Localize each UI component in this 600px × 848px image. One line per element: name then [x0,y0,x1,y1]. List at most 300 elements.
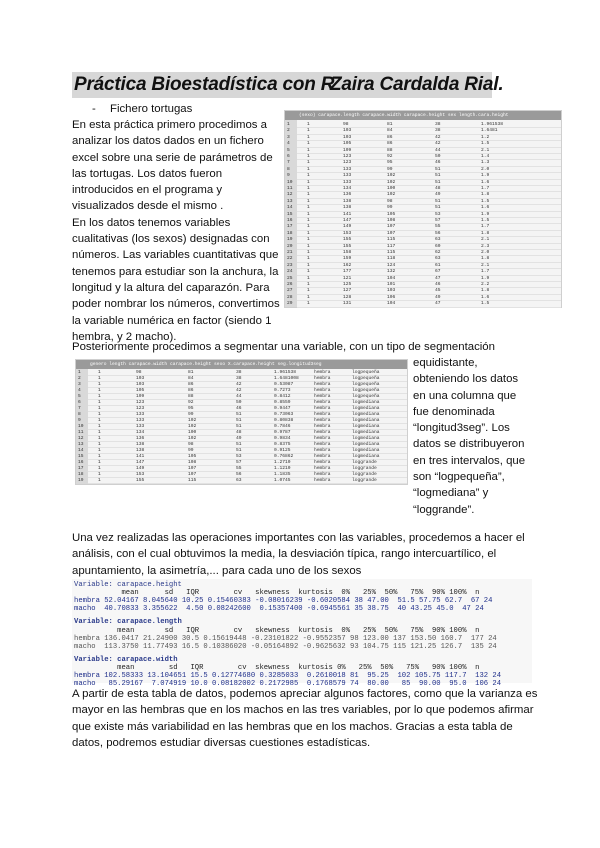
table-cell: 155 [343,243,352,249]
table-cell: logpequeña [352,388,380,393]
table-cell: 133 [343,166,352,172]
table-cell: 63 [435,237,441,243]
stats-row: hembra 136.0417 21.24900 30.5 0.15619448 -0.23101822 -0.9552357 98 123.00 137 153.50 160.7 177 24 [74,635,497,643]
table-cell: 1 [307,179,310,185]
table-cell: 1 [98,430,101,435]
table-cell: 1 [98,400,101,405]
table-row-divider [297,204,561,205]
table-cell: 159 [343,256,352,262]
row-number: 6 [287,154,290,159]
row-number: 5 [287,147,290,153]
table-header-text: genero length carapace.width carapace.height sexo X.carapace.height seg.longitud3seg [90,362,322,367]
table-row-divider [297,127,561,128]
table-cell: hembra [314,424,331,429]
table-cell: 51 [435,179,441,185]
table-cell: 2.0 [481,250,490,255]
seg-line: obteniendo los datos [413,373,519,386]
table-cell: 0.73063 [274,412,294,417]
table-cell: 1 [98,424,101,429]
title-part1: Práctica Bioestadística con R [74,74,335,95]
table-cell: 1.8 [481,256,490,262]
row-number: 3 [287,134,290,140]
table-cell: 102 [387,173,396,179]
table-cell: 141 [136,454,145,459]
table-cell: 0.53087 [274,382,294,387]
row-number: 5 [78,394,81,399]
table-cell: logpequeña [352,376,380,381]
table-cell: 121 [343,275,352,281]
table-cell: 1 [98,412,101,417]
table-cell: 1.9 [481,275,490,281]
table-cell: 1 [98,466,101,471]
table-cell: 1.0745 [274,478,291,483]
table-cell: 108 [387,218,396,223]
table-cell: 1.5 [481,301,490,307]
stats-header-row: mean sd IQR cv skewness kurtosis 0% 25% 50% 75% 90% 100% n [74,589,480,597]
table-cell: 2.1 [481,147,490,153]
table-cell: 51 [236,418,242,423]
variable-label: Variable: carapace.width [74,656,178,664]
table-cell: logmediana [352,442,380,447]
table-cell: 1.9 [481,211,490,217]
table-cell: 99 [387,166,393,172]
table-cell: 1.6481 [481,128,498,134]
table-cell: 86 [188,382,194,387]
table-cell: 99 [387,205,393,211]
table-cell: 42 [435,134,441,140]
table-cell: 60 [435,243,441,249]
table-cell: 1 [307,301,310,307]
table-cell: 2.0 [481,166,490,172]
table-cell: 133 [136,412,145,417]
table-cell: 1.8 [481,288,490,294]
table-cell: 67 [435,269,441,275]
table-cell: 0.8375 [274,442,291,447]
table-cell: hembra [314,478,331,483]
row-number: 19 [287,237,293,243]
table-row-divider [297,191,561,192]
table-cell: 0.9125 [274,448,291,453]
table-cell: 117 [387,243,396,249]
row-number: 19 [78,478,84,483]
analysis-paragraph [72,530,552,579]
stats-row: hembra 52.04167 8.045640 10.25 0.15460383 -0.08016239 -0.6020584 38 47.00 51.5 57.75 62.7 67 24 [74,597,493,605]
intro-line: la variable numérica en factor (siendo 1 [72,314,272,327]
table-cell: 127 [343,288,352,294]
table-cell: hembra [314,388,331,393]
row-number: 20 [287,243,293,249]
row-number: 25 [287,275,293,281]
table-cell: 44 [435,147,441,153]
table-cell: 105 [387,211,396,217]
stats-row: macho 40.70833 3.355622 4.50 0.08242600 0.15357400 -0.6945561 35 38.75 40 43.25 45.0 47 24 [74,605,484,613]
table-row-divider [297,262,561,263]
table-cell: 103 [136,376,145,381]
row-number: 11 [78,430,84,435]
table-cell: logmediana [352,454,380,459]
stats-row: hembra 102.58333 13.104651 15.5 0.12774680 0.3285033 0.2610018 81 95.25 102 105.75 117.7 132 24 [74,672,502,680]
seg-line: equidistante, [413,357,478,369]
table-row-divider [297,255,561,256]
table-cell: logpequeña [352,370,380,375]
table-cell: 1 [307,122,310,127]
seg-line: “loggrande”. [413,503,475,516]
table-cell: 42 [435,141,441,147]
intro-line: las tortugas. Los datos fueron [72,167,223,180]
table-cell: hembra [314,460,331,465]
row-number: 13 [287,198,293,204]
row-number: 1 [287,122,290,127]
table-cell: 141 [343,211,352,217]
table-cell: 56 [236,472,242,477]
table-cell: 57 [236,460,242,465]
table-cell: 49 [236,436,242,441]
row-number: 11 [287,186,293,191]
table-cell: 133 [136,418,145,423]
table-row-divider [297,159,561,160]
table-cell: loggrande [352,466,377,471]
table-cell: 0.7273 [274,388,291,393]
table-cell: 103 [343,134,352,140]
table-row-divider [297,287,561,288]
table-cell: 49 [435,294,441,300]
table-cell: 128 [343,294,352,300]
table-cell: 1 [98,472,101,477]
table-cell: 2.1 [481,237,490,243]
table-cell: 104 [387,275,396,281]
row-number: 4 [78,388,81,393]
row-number: 9 [78,418,81,423]
table-cell: 1 [307,288,310,294]
table-cell: 1 [307,166,310,172]
table-cell: 133 [136,424,145,429]
table-cell: 1 [307,256,310,262]
row-number: 22 [287,256,293,262]
table-cell: 109 [136,394,145,399]
row-number: 7 [287,160,290,166]
table-cell: hembra [314,382,331,387]
table-cell: 98 [343,122,349,127]
table-cell: 1 [307,218,310,223]
table-cell: 177 [343,269,352,275]
table-cell: 55 [236,466,242,471]
conclusion-line: que existe más variabilidad en las hembras que en los machos. Gracias a esta tabla de [72,720,513,733]
row-number: 23 [287,262,293,268]
table-cell: 45 [435,288,441,294]
table-row-divider [297,230,561,231]
table-cell: 101 [387,282,396,287]
table-cell: 1 [98,460,101,465]
table-cell: 1 [98,406,101,411]
row-number: 29 [287,301,293,307]
row-number: 4 [287,141,290,147]
table-cell: 131 [343,301,352,307]
table-row-divider [297,185,561,186]
stats-header-row: mean sd IQR cv skewness kurtosis 0% 25% 50% 75% 90% 100% n [74,664,480,672]
table-cell: 124 [387,262,396,268]
table-cell: 51 [435,205,441,211]
table-cell: 1 [307,186,310,191]
table-cell: 105 [188,454,197,459]
table-cell: hembra [314,454,331,459]
table-row-divider [88,483,407,484]
table-cell: hembra [314,436,331,441]
row-number: 14 [287,205,293,211]
table-cell: 118 [387,256,396,262]
table-row-divider [297,179,561,180]
table-cell: 155 [136,478,145,483]
table-cell: hembra [314,472,331,477]
table-cell: 1 [98,370,101,375]
table-cell: 123 [343,154,352,159]
table-cell: 155 [343,237,352,243]
table-cell: 0.8559 [274,400,291,405]
table-row-divider [297,268,561,269]
table-cell: 1.4 [481,154,490,159]
table-cell: 50 [236,400,242,405]
table-cell: hembra [314,406,331,411]
table-cell: 132 [387,269,396,275]
table-cell: 106 [387,294,396,300]
table-row-divider [297,153,561,154]
table-cell: 1.6481008 [274,376,299,381]
table-cell: 81 [387,122,393,127]
row-number: 10 [78,424,84,429]
intro-line: números. Las variables cuantitativas que [72,249,279,262]
table-row-divider [297,211,561,212]
table-cell: 2.3 [481,243,490,249]
table-cell: 1.2710 [274,460,291,465]
row-number: 17 [78,466,84,471]
table-cell: 1 [307,269,310,275]
table-cell: 102 [387,192,396,198]
table-cell: 1 [307,250,310,255]
table-cell: 1.2 [481,134,490,140]
table-cell: 0.9447 [274,406,291,411]
row-number: 2 [287,128,290,134]
seg-line: datos se distribuyeron [413,438,525,451]
row-number: 12 [287,192,293,198]
table-cell: 1 [307,211,310,217]
table-row-divider [297,300,561,301]
table-cell: 1.5 [481,218,490,223]
table-cell: 1.3 [481,160,490,166]
table-cell: 1 [307,294,310,300]
table-cell: hembra [314,370,331,375]
table-cell: 56 [435,230,441,236]
table-cell: 48 [236,430,242,435]
conclusion-line: datos, podremos estudiar diversas cuestiones estadísticas. [72,736,371,749]
table-row-divider [297,281,561,282]
table-cell: 147 [136,460,145,465]
table-cell: 99 [188,448,194,453]
table-cell: 149 [136,466,145,471]
table-cell: 44 [236,394,242,399]
table-cell: 138 [136,448,145,453]
table-cell: 38 [435,122,441,127]
table-cell: hembra [314,430,331,435]
table-cell: 1.6 [481,179,490,185]
table-row-divider [297,140,561,141]
intro-line: poder nombrar los números, convertimos [72,298,280,311]
table-cell: 107 [188,466,197,471]
seg-line: en tres intervalos, que [413,454,526,467]
table-cell: hembra [314,466,331,471]
table-cell: 48 [435,186,441,191]
analysis-line: análisis, con el cual obtuvimos la media, la desviación típica, rango intercuartílico, el [72,548,497,561]
intro-line: hembra, y 2 macho). [72,330,177,343]
table-cell: 107 [387,224,396,230]
table-cell: 1 [98,382,101,387]
table-cell: 53 [435,211,441,217]
table-cell: 1 [98,436,101,441]
table-cell: 107 [387,230,396,236]
table-cell: 123 [136,400,145,405]
stats-row: macho 113.3750 11.77493 16.5 0.10386020 -0.05164892 -0.9625632 93 104.75 115 121.25 126.7 135 24 [74,643,497,651]
table-cell: 1 [98,454,101,459]
table-cell: 0.80838 [274,418,294,423]
table-cell: 2.1 [481,262,490,268]
table-cell: hembra [314,442,331,447]
row-number: 12 [78,436,84,441]
bullet-item [92,102,192,116]
table-cell: 133 [343,173,352,179]
table-cell: logmediana [352,406,380,411]
table-cell: 125 [343,282,352,287]
row-number: 18 [287,230,293,236]
table-row-divider [297,236,561,237]
intro-line: analizar los datos dados en un fichero [72,135,264,148]
table-cell: 1 [98,418,101,423]
table-cell: 95 [387,160,393,166]
table-cell: 92 [188,400,194,405]
table-cell: 1 [98,478,101,483]
table-cell: 1 [307,154,310,159]
table-cell: logpequeña [352,394,380,399]
row-number: 6 [78,400,81,405]
row-number: 16 [287,218,293,223]
table-cell: 1 [98,394,101,399]
table-cell: 0.9787 [274,430,291,435]
segmentation-paragraph [413,355,553,518]
row-number: 9 [287,173,290,179]
table-cell: 62 [435,250,441,255]
table-cell: 115 [387,237,396,243]
table-cell: 0.76862 [274,454,294,459]
table-cell: 51 [236,448,242,453]
seg-line: “longitud3seg”. Los [413,422,510,435]
row-number: 13 [78,442,84,447]
table-cell: 108 [188,460,197,465]
table-cell: 1 [98,448,101,453]
table-cell: 1 [307,205,310,211]
row-number: 10 [287,179,293,185]
row-number: 21 [287,250,293,255]
conclusion-line: A partir de esta tabla de datos, podemos apreciar algunos factores, como que la varianza es [72,688,538,700]
table-cell: 50 [435,154,441,159]
table-cell: 0.8412 [274,394,291,399]
stats-header-row: mean sd IQR cv skewness kurtosis 0% 25% 50% 75% 90% 100% n [74,627,480,635]
table-cell: 1 [307,198,310,204]
table-cell: 0.9834 [274,436,291,441]
table-cell: 57 [435,218,441,223]
segmentation-intro: Posteriormente procedimos a segmentar una variable, con un tipo de segmentación [72,341,495,353]
table-cell: 158 [343,250,352,255]
title-author: Zaira Cardalda Rial. [330,74,504,95]
table-cell: 92 [387,154,393,159]
table-cell: 115 [188,478,197,483]
row-number: 27 [287,288,293,294]
row-number: 3 [78,382,81,387]
table-cell: 102 [188,424,197,429]
row-number: 16 [78,460,84,465]
table-cell: 46 [236,406,242,411]
analysis-line: Una vez realizadas las operaciones importantes con las variables, procedemos a hacer el [72,532,525,544]
table-cell: logmediana [352,430,380,435]
table-cell: 55 [435,224,441,230]
intro-line: En los datos tenemos variables [72,216,231,229]
table-row-divider [297,294,561,295]
table-cell: 100 [188,430,197,435]
stats-output-screenshot [72,579,532,688]
table-row-divider [297,217,561,218]
table-cell: 51 [236,412,242,417]
table-cell: 107 [188,472,197,477]
table-cell: 38 [435,128,441,134]
table-cell: logmediana [352,448,380,453]
table-cell: 38 [236,370,242,375]
table-cell: 1 [307,192,310,198]
table-cell: hembra [314,400,331,405]
seg-line: en una columna que [413,389,517,402]
table-cell: 0.7846 [274,424,291,429]
table-cell: 1 [307,141,310,147]
table-cell: 1.961538 [481,122,504,127]
page-title [72,72,504,98]
intro-line: introducidos en el programa y [72,184,223,197]
table-cell: 153 [136,472,145,477]
table-cell: 136 [343,192,352,198]
table-cell: 1.7 [481,186,490,191]
table-cell: 1 [307,282,310,287]
table-cell: loggrande [352,460,377,465]
table-row-divider [297,134,561,135]
table-cell: 2.2 [481,282,490,287]
table-row-divider [297,147,561,148]
bullet-dash-icon: - [92,103,96,115]
table-cell: 51 [236,424,242,429]
table-row-divider [297,307,561,308]
table-header-text: (sexo) carapace.length carapace.width carapace.height sex length.cara.height [299,113,509,118]
table-cell: 38 [236,376,242,381]
table-cell: 134 [343,186,352,191]
tortugas-data-table-screenshot [284,110,562,308]
table-cell: 1.1210 [274,466,291,471]
table-cell: 98 [188,442,194,447]
stats-row: macho 85.29167 7.074919 10.0 0.08182002 0.2172985 0.1768579 74 80.00 85 90.00 95.0 106 24 [74,680,502,688]
table-cell: 149 [343,224,352,230]
table-cell: 1.7 [481,269,490,275]
table-cell: 42 [236,388,242,393]
table-cell: 1.5 [481,141,490,147]
variable-label: Variable: carapace.height [74,581,182,589]
table-cell: 1 [98,376,101,381]
table-cell: 88 [188,394,194,399]
row-number: 28 [287,294,293,300]
table-cell: 46 [435,160,441,166]
table-cell: 1 [307,237,310,243]
row-number: 2 [78,376,81,381]
